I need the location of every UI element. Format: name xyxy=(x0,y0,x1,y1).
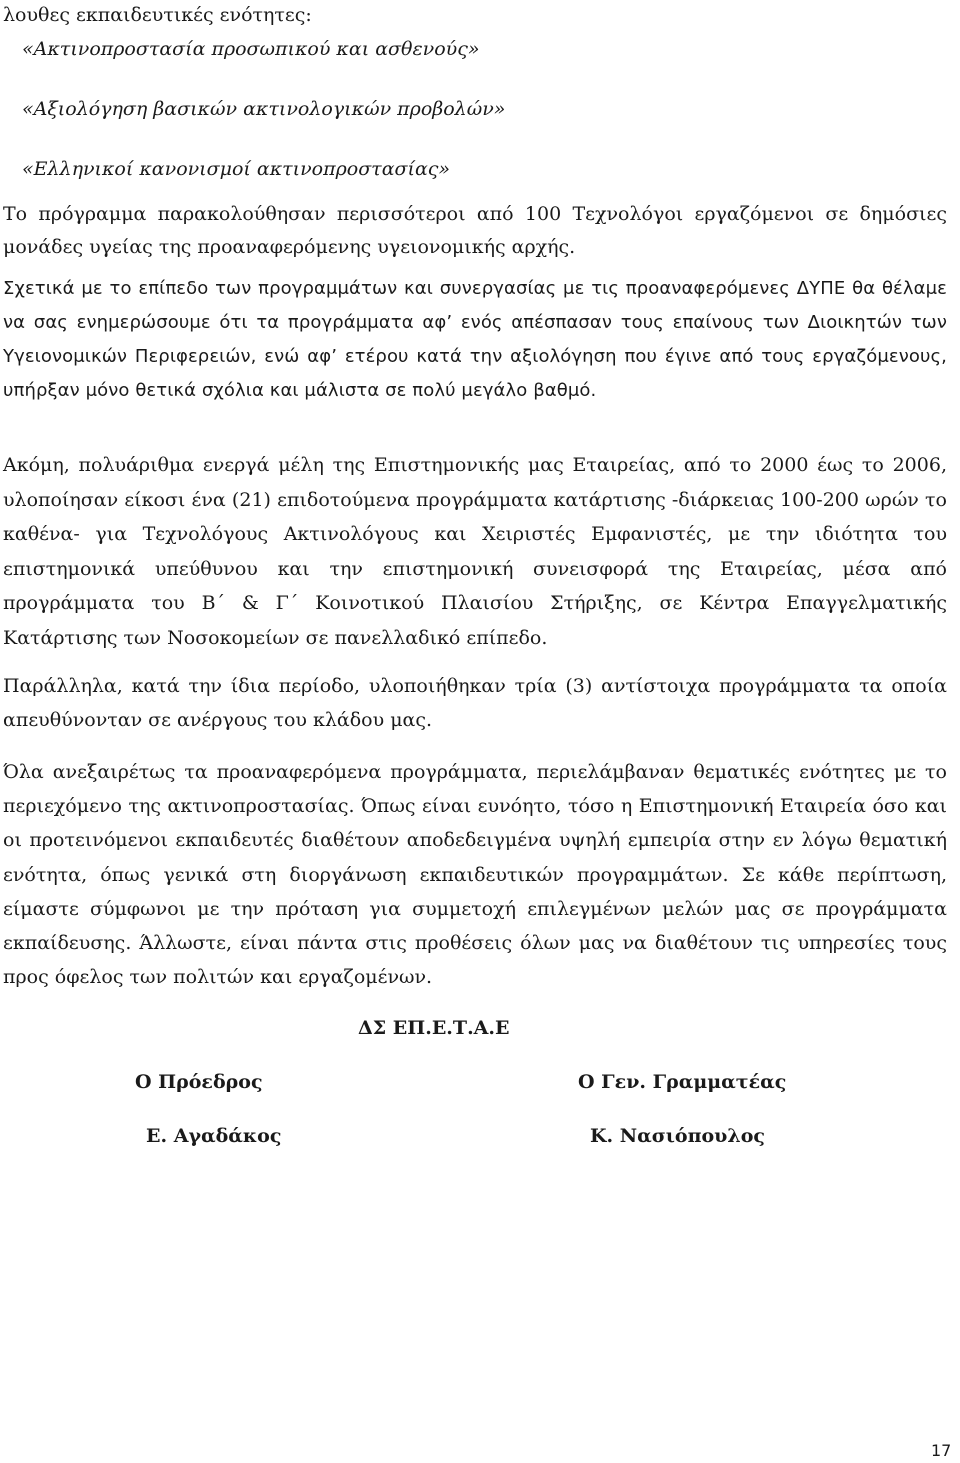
unit-item: «Αξιολόγηση βασικών ακτινολογικών προβολών» xyxy=(22,98,506,120)
intro-line: λουθες εκπαιδευτικές ενότητες: xyxy=(3,4,312,26)
unit-item: «Ακτινοπροστασία προσωπικού και ασθενούς» xyxy=(22,38,480,60)
page-number: 17 xyxy=(931,1441,952,1460)
paragraph-conclusion: Όλα ανεξαιρέτως τα προαναφερόμενα προγράμματα, περιελάμβαναν θεματικές ενότητες με το περιεχόμενο της ακτινοπροστασίας. Όπως είναι ευνόητο, τόσο η Επιστημονική Εταιρεία όσο και οι προτεινόμενοι εκπαιδευτές διαθέτουν αποδεδειγμένα υψηλή εμπειρία στην εν λόγω θεματική ενότητα, όπως γενικά στη διοργάνωση εκπαιδευτικών προγραμμάτων. Σε κάθε περίπτωση, είμαστε σύμφωνοι με την πρόταση για συμμετοχή επιλεγμένων μελών μας σε προγράμματα εκπαίδευσης. Άλλωστε, είναι πάντα στις προθέσεις όλων μας να διαθέτουν τις υπηρεσίες τους προς όφελος των πολιτών και εργαζομένων. xyxy=(3,761,947,989)
secretary-name: Κ. Νασιόπουλος xyxy=(590,1125,765,1147)
paragraph-unemployed: Παράλληλα, κατά την ίδια περίοδο, υλοποιήθηκαν τρία (3) αντίστοιχα προγράμματα τα οποία απευθύνονταν σε ανέργους του κλάδου μας. xyxy=(3,675,947,731)
president-name: Ε. Αγαδάκος xyxy=(146,1125,282,1147)
paragraph-participants: Το πρόγραμμα παρακολούθησαν περισσότεροι από 100 Τεχνολόγοι εργαζόμενοι σε δημόσιες μονάδες υγείας της προαναφερόμενης υγειονομικής αρχής. xyxy=(3,203,947,258)
paragraph-programs: Ακόμη, πολυάριθμα ενεργά μέλη της Επιστημονικής μας Εταιρείας, από το 2000 έως το 2006, υλοποίησαν είκοσι ένα (21) επιδοτούμενα προγράμματα κατάρτισης -διάρκειας 100-200 ωρών το καθένα- για Τεχνολόγους Ακτινολόγους και Χειριστές Εμφανιστές, με την ιδιότητα του επιστημονικά υπεύθυνου και την επιστημονική συνεισφορά της Εταιρείας, μέσα από προγράμματα του Β΄ & Γ΄ Κοινοτικού Πλαισίου Στήριξης, σε Κέντρα Επαγγελματικής Κατάρτισης των Νοσοκομείων σε πανελλαδικό επίπεδο. xyxy=(3,454,947,649)
secretary-title: Ο Γεν. Γραμματέας xyxy=(578,1071,787,1093)
unit-item: «Ελληνικοί κανονισμοί ακτινοπροστασίας» xyxy=(22,158,451,180)
president-title: Ο Πρόεδρος xyxy=(135,1071,263,1093)
paragraph-evaluation: Σχετικά με το επίπεδο των προγραμμάτων και συνεργασίας με τις προαναφερόμενες ΔΥΠΕ θα θέλαμε να σας ενημερώσουμε ότι τα προγράμματα αφ’ ενός απέσπασαν τους επαίνους των Διοικητών των Υγειονομικών Περιφερειών, ενώ αφ’ ετέρου κατά την αξιολόγηση που έγινε από τους εργαζόμενους, υπήρξαν μόνο θετικά σχόλια και μάλιστα σε πολύ μεγάλο βαθμό. xyxy=(3,278,947,401)
organization-heading: ΔΣ ΕΠ.Ε.Τ.Α.Ε xyxy=(358,1017,510,1039)
units-list xyxy=(22,36,505,182)
